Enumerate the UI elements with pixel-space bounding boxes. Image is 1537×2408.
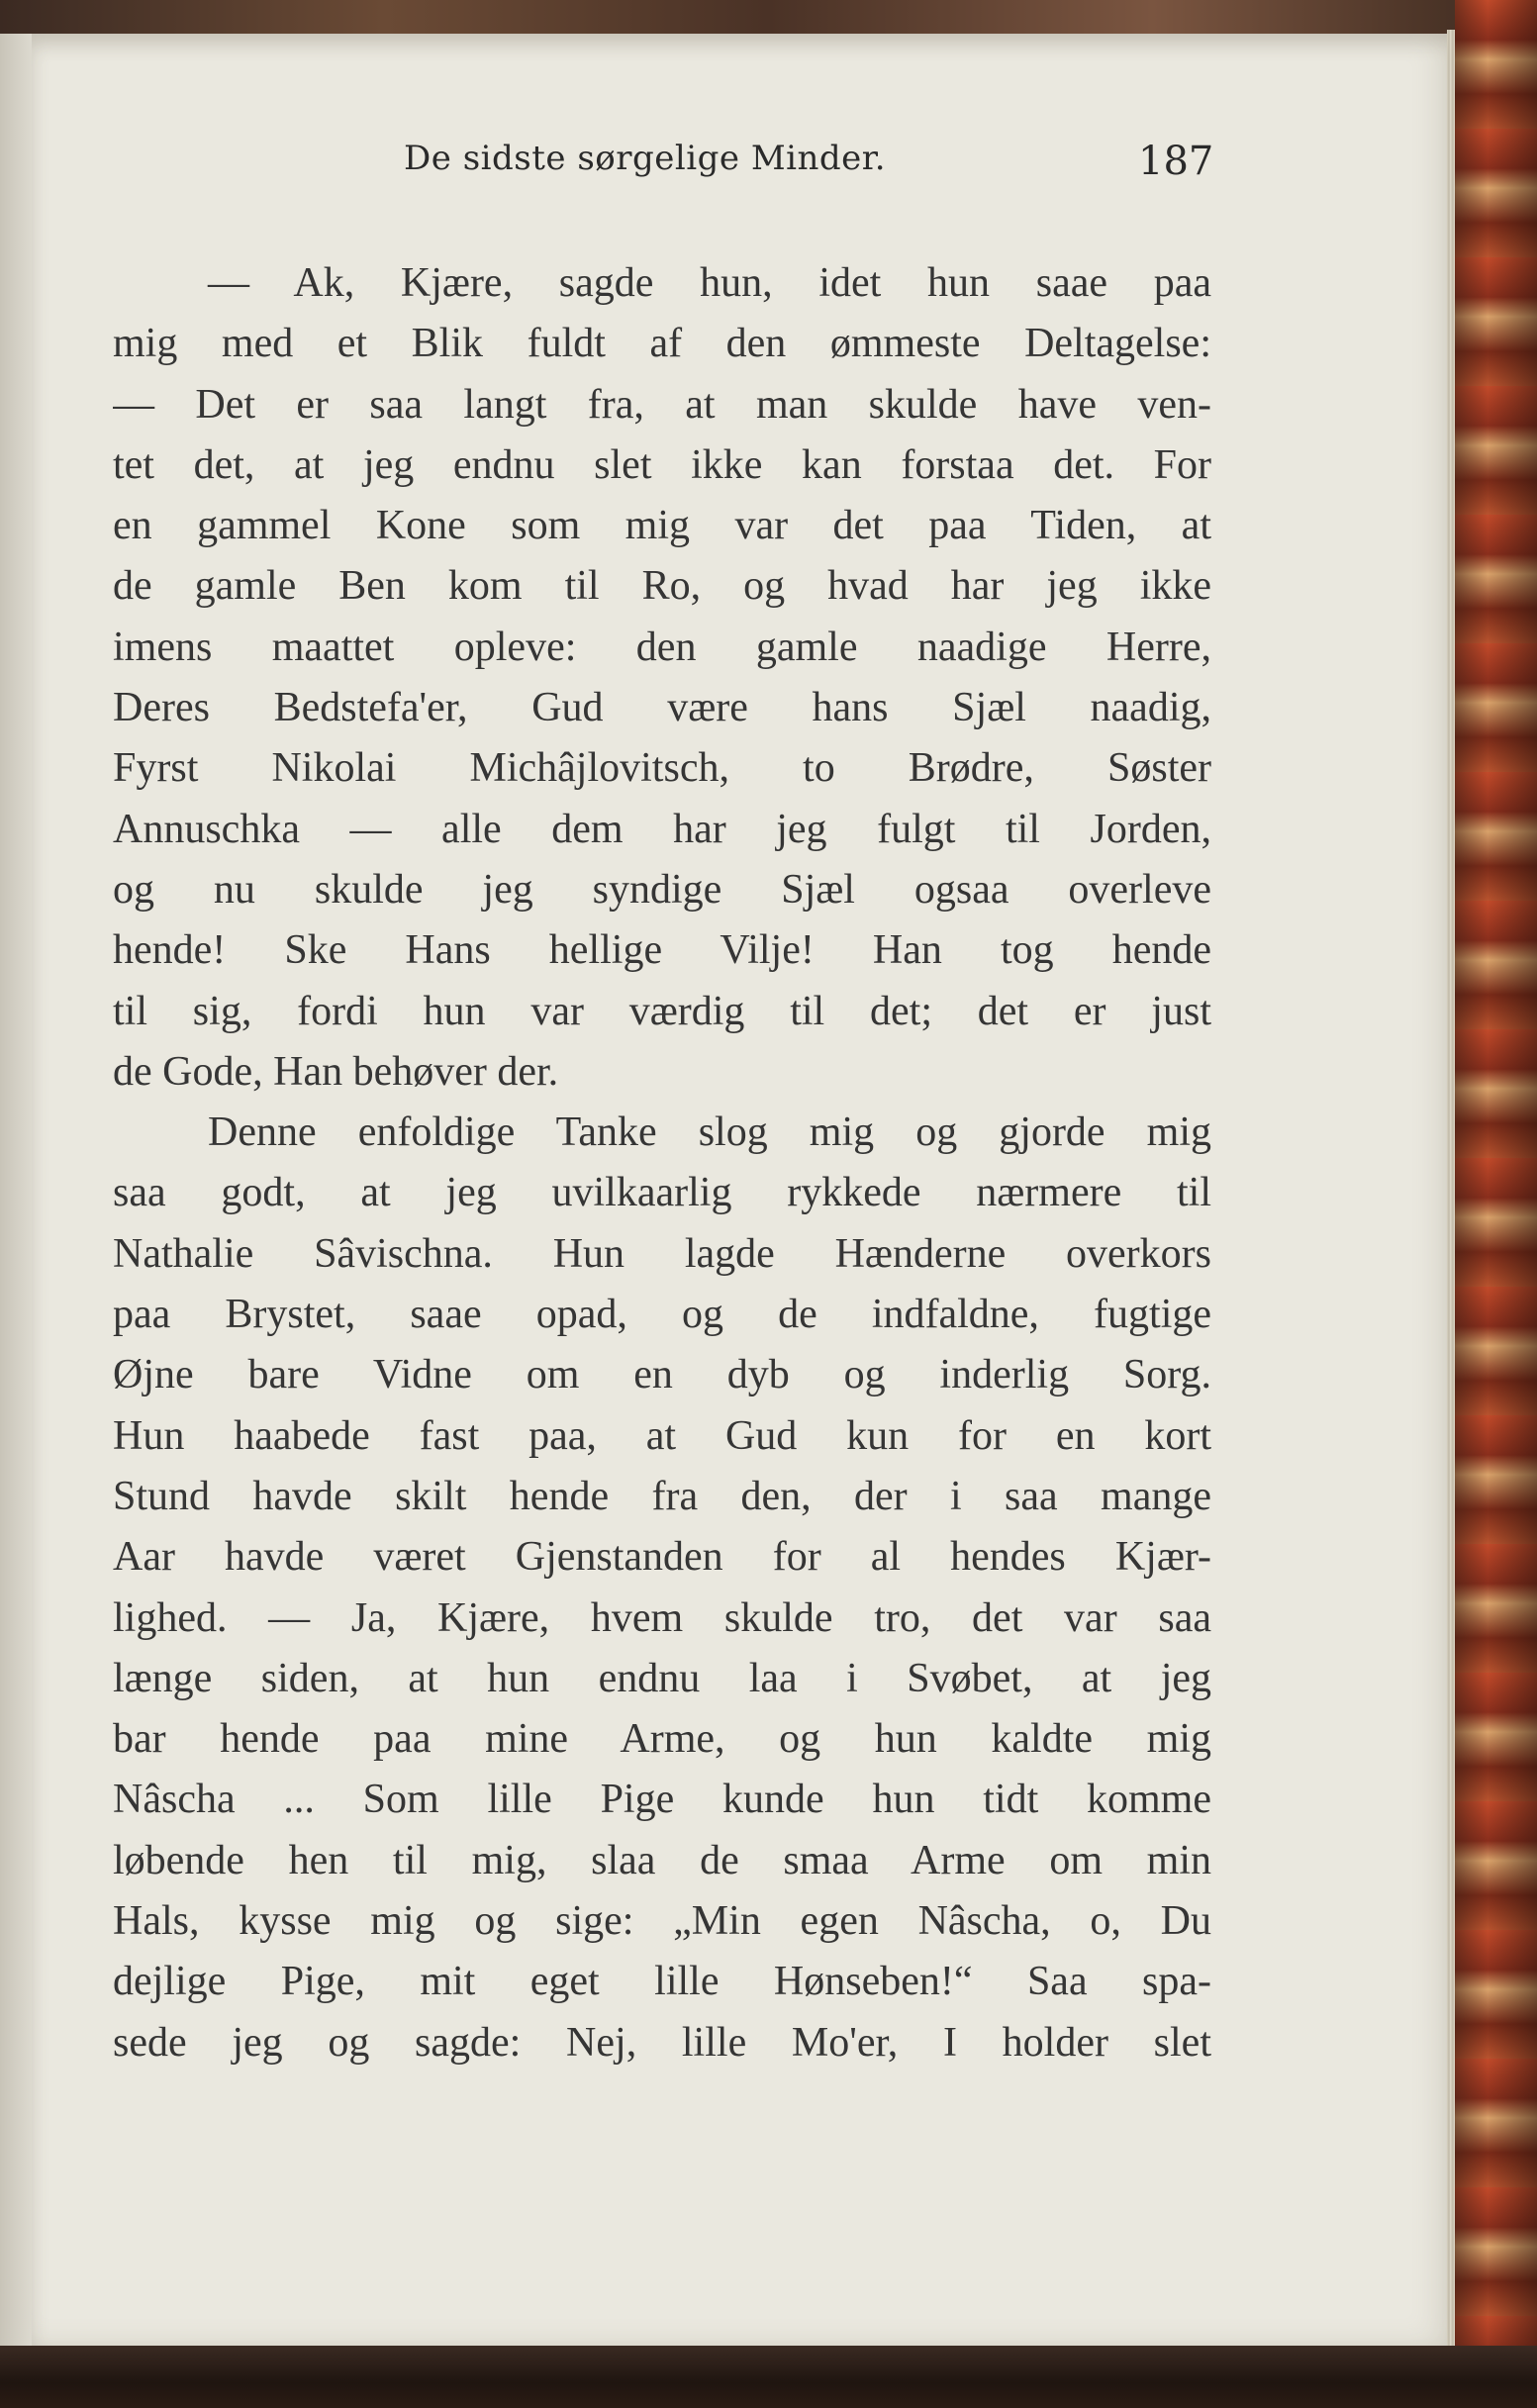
- text-line: Øjne bare Vidne om en dyb og inderlig Sorg.: [113, 1352, 1211, 1398]
- text-line: længe siden, at hun endnu laa i Svøbet, at jeg: [113, 1655, 1211, 1701]
- text-line: bar hende paa mine Arme, og hun kaldte mig: [113, 1716, 1211, 1763]
- running-title: De sidste sørgelige Minder.: [404, 139, 887, 178]
- text-line: — Det er saa langt fra, at man skulde have ven-: [113, 381, 1211, 428]
- text-line: Nâscha ... Som lille Pige kunde hun tidt komme: [113, 1777, 1211, 1823]
- text-line: paa Brystet, saae opad, og de indfaldne, fugtige: [113, 1292, 1211, 1338]
- text-line: Nathalie Sâvischna. Hun lagde Hænderne overkors: [113, 1230, 1211, 1277]
- text-line: sede jeg og sagde: Nej, lille Mo'er, I holder slet: [113, 2019, 1211, 2066]
- book-edge-shading: [1455, 0, 1537, 2408]
- text-line: dejlige Pige, mit eget lille Hønseben!“ Saa spa-: [113, 1959, 1211, 2005]
- text-line: saa godt, at jeg uvilkaarlig rykkede nærmere til: [113, 1170, 1211, 1216]
- text-line: de Gode, Han behøver der.: [113, 1048, 559, 1095]
- text-line: Fyrst Nikolai Michâjlovitsch, to Brødre, Søster: [113, 745, 1211, 792]
- text-line: Denne enfoldige Tanke slog mig og gjorde mig: [208, 1109, 1211, 1156]
- text-line: Stund havde skilt hende fra den, der i saa mange: [113, 1473, 1211, 1519]
- text-line: imens maattet opleve: den gamle naadige Herre,: [113, 624, 1211, 670]
- text-line: mig med et Blik fuldt af den ømmeste Deltagelse:: [113, 321, 1211, 367]
- top-page-edge: [0, 0, 1537, 34]
- text-line: de gamle Ben kom til Ro, og hvad har jeg ikke: [113, 563, 1211, 610]
- bottom-page-edge: [0, 2346, 1537, 2408]
- text-line: løbende hen til mig, slaa de smaa Arme om min: [113, 1837, 1211, 1883]
- text-line: hende! Ske Hans hellige Vilje! Han tog hende: [113, 927, 1211, 974]
- page-number: 187: [1138, 139, 1214, 184]
- text-line: Annuschka — alle dem har jeg fulgt til Jorden,: [113, 806, 1211, 852]
- text-line: til sig, fordi hun var værdig til det; det er just: [113, 988, 1211, 1034]
- text-line: — Ak, Kjære, sagde hun, idet hun saae paa: [208, 260, 1211, 306]
- body-text: [113, 253, 1211, 2073]
- text-line: Hun haabede fast paa, at Gud kun for en kort: [113, 1412, 1211, 1459]
- left-binding-shadow: [0, 34, 34, 2346]
- text-line: Hals, kysse mig og sige: „Min egen Nâscha, o, Du: [113, 1898, 1211, 1945]
- text-line: tet det, at jeg endnu slet ikke kan forstaa det. For: [113, 441, 1211, 488]
- text-line: Aar havde været Gjenstanden for al hendes Kjær-: [113, 1534, 1211, 1581]
- text-line: lighed. — Ja, Kjære, hvem skulde tro, det var saa: [113, 1594, 1211, 1641]
- text-line: Deres Bedstefa'er, Gud være hans Sjæl naadig,: [113, 685, 1211, 731]
- text-line: en gammel Kone som mig var det paa Tiden, at: [113, 503, 1211, 549]
- text-line: og nu skulde jeg syndige Sjæl ogsaa overleve: [113, 866, 1211, 913]
